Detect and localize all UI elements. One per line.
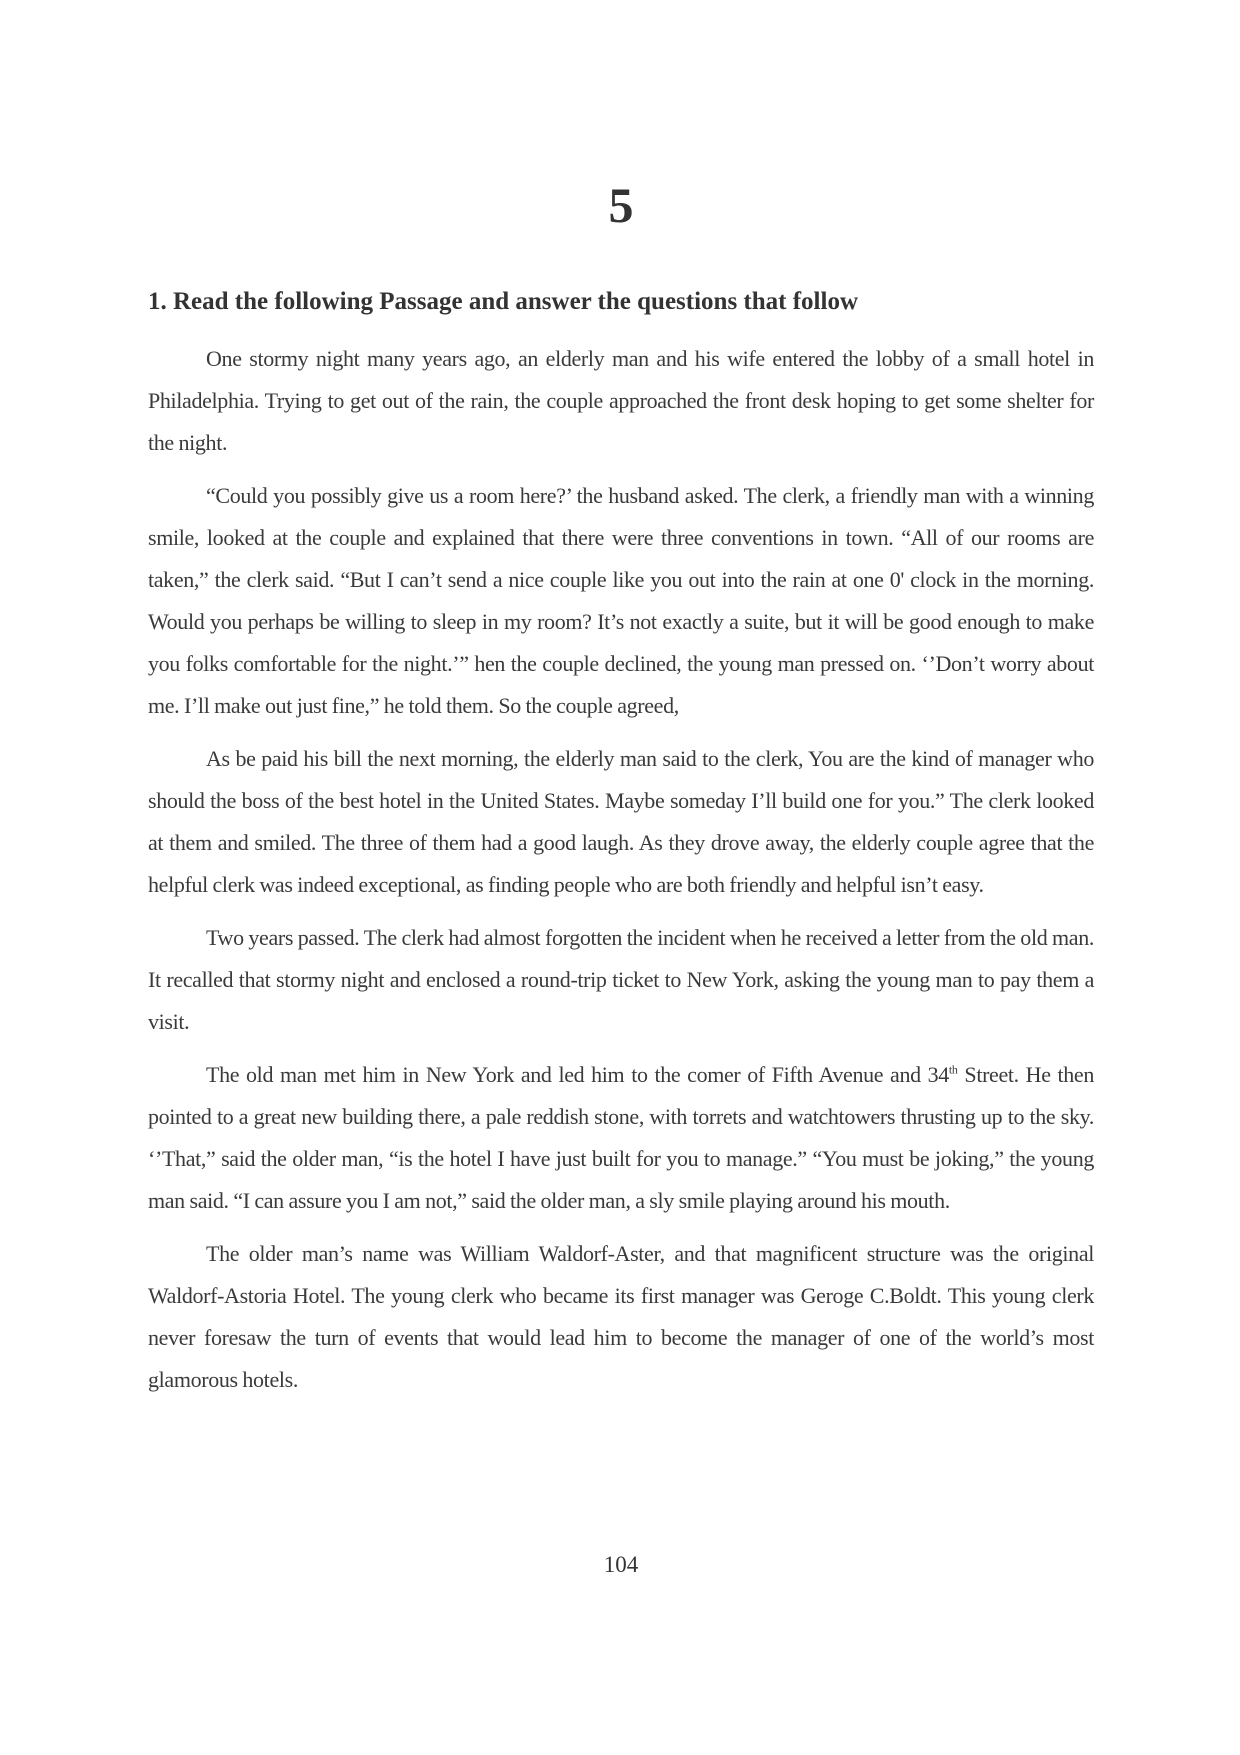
question-heading: 1. Read the following Passage and answer the questions that follow: [148, 288, 858, 315]
passage-paragraph-5: [148, 1054, 1094, 1222]
ordinal-superscript: th: [948, 1062, 958, 1077]
page-number: 104: [603, 1552, 639, 1577]
passage-paragraph-4: Two years passed. The clerk had almost forgotten the incident when he received a letter from the old man. It recalled that stormy night and enclosed a round-trip ticket to New York, asking the young man to pay them a visit.: [148, 925, 1094, 1034]
passage-paragraph-5-start: The old man met him in New York and led him to the comer of Fifth Avenue and 34: [206, 1062, 949, 1087]
passage-paragraph-6: The older man’s name was William Waldorf-Aster, and that magnificent structure was the original Waldorf-Astoria Hotel. The young clerk who became its first manager was Geroge C.Boldt. This young clerk never foresaw the turn of events that would lead him to become the manager of one of the world’s most glamorous hotels.: [148, 1241, 1094, 1392]
passage-paragraph-1: One stormy night many years ago, an elderly man and his wife entered the lobby of a small hotel in Philadelphia. Trying to get out of the rain, the couple approached the front desk hoping to get some shelter for the night.: [148, 346, 1094, 455]
document-page: [148, 0, 1094, 1755]
chapter-number: 5: [608, 177, 634, 233]
passage-paragraph-2: “Could you possibly give us a room here?’ the husband asked. The clerk, a friendly man with a winning smile, looked at the couple and explained that there were three conventions in town. “All of our rooms are taken,” the clerk said. “But I can’t send a nice couple like you out into the rain at one 0' clock in the morning. Would you perhaps be willing to sleep in my room? It’s not exactly a suite, but it will be good enough to make you folks comfortable for the night.’” hen the couple declined, the young man pressed on. ‘’Don’t worry about me. I’ll make out just fine,” he told them. So the couple agreed,: [148, 483, 1094, 718]
passage-paragraph-3: As be paid his bill the next morning, the elderly man said to the clerk, You are the kind of manager who should the boss of the best hotel in the United States. Maybe someday I’ll build one for you.” The clerk looked at them and smiled. The three of them had a good laugh. As they drove away, the elderly couple agree that the helpful clerk was indeed exceptional, as finding people who are both friendly and helpful isn’t easy.: [148, 746, 1094, 897]
passage-paragraph-5-end: Street. He then pointed to a great new building there, a pale reddish stone, with torrets and watchtowers thrusting up to the sky. ‘’That,” said the older man, “is the hotel I have just built for you to manage.” “You must be joking,” the young man said. “I can assure you I am not,” said the older man, a sly smile playing around his mouth.: [148, 1062, 1094, 1213]
reading-passage: [148, 338, 1094, 1412]
